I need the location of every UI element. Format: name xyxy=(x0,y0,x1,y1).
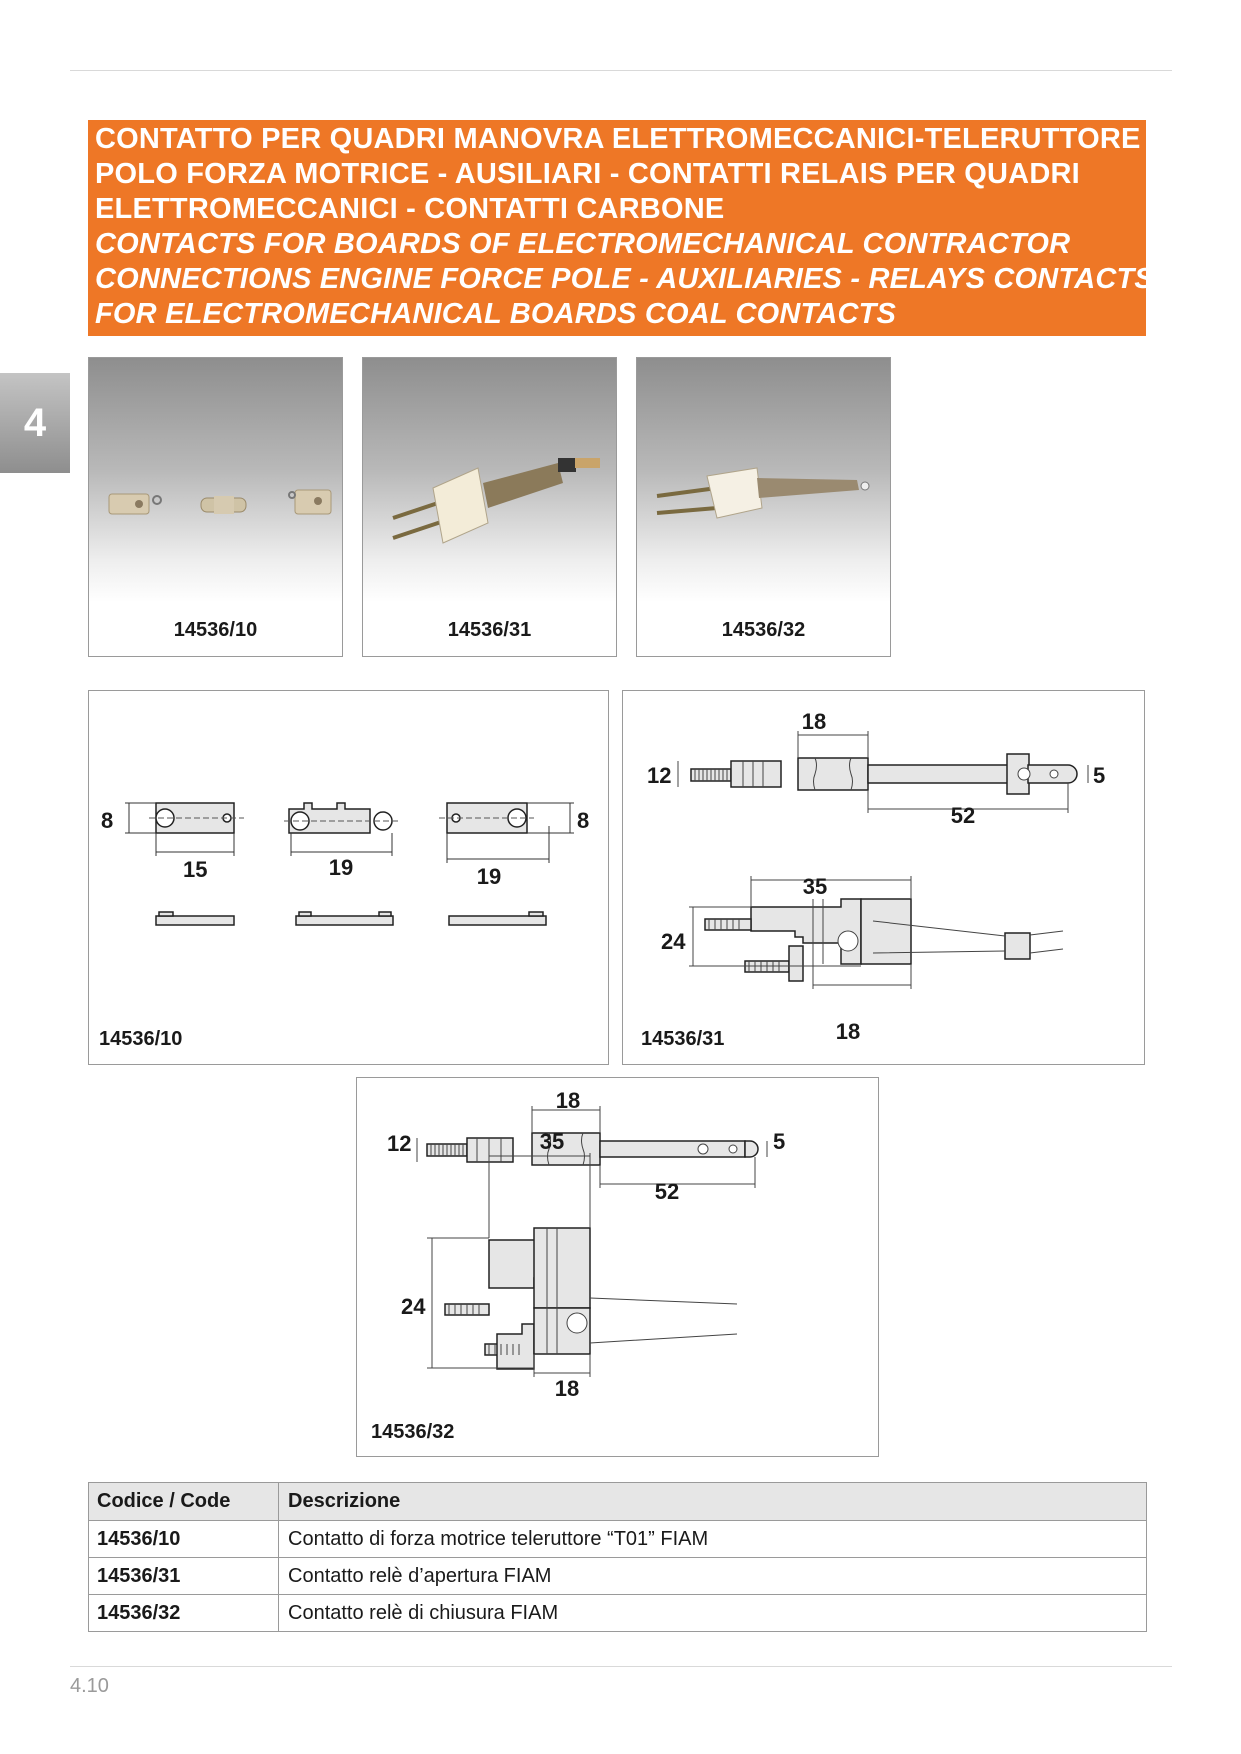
drawing-code: 14536/31 xyxy=(641,1028,725,1050)
drawing-code: 14536/10 xyxy=(99,1028,183,1050)
photo-caption: 14536/32 xyxy=(721,619,806,641)
relay-contact-image xyxy=(363,358,616,656)
dim-width-left: 15 xyxy=(183,857,208,882)
page-number: 4.10 xyxy=(70,1675,109,1697)
product-code: 14536/31 xyxy=(89,1558,279,1594)
dim-height-right: 5 xyxy=(773,1129,786,1154)
product-photo-31 xyxy=(362,357,617,657)
product-code: 14536/32 xyxy=(89,1595,279,1631)
column-header-description: Descrizione xyxy=(288,1490,401,1512)
photo-caption: 14536/31 xyxy=(447,619,532,641)
dim-width-mid: 19 xyxy=(328,855,354,880)
table-row xyxy=(89,1594,1146,1631)
product-table xyxy=(88,1482,1147,1632)
header-line-it-3: ELETTROMECCANICI - CONTATTI CARBONE xyxy=(95,193,725,225)
header-line-en-2: CONNECTIONS ENGINE FORCE POLE - AUXILIARIES - RELAYS CONTACTS xyxy=(95,263,1154,295)
header-line-en-3: FOR ELECTROMECHANICAL BOARDS COAL CONTACTS xyxy=(95,298,897,330)
relay-contact-image xyxy=(637,358,890,656)
dim-length: 52 xyxy=(950,803,976,828)
chapter-tab: 4 xyxy=(0,373,70,473)
dim-height-right: 8 xyxy=(577,808,590,833)
dim-bottom-width: 18 xyxy=(554,1376,580,1401)
dim-length: 52 xyxy=(654,1179,680,1204)
technical-drawing-32 xyxy=(356,1077,879,1457)
technical-drawing-31 xyxy=(622,690,1145,1065)
technical-drawing-10 xyxy=(88,690,609,1065)
product-photo-10 xyxy=(88,357,343,657)
dim-bottom-width: 18 xyxy=(835,1019,861,1044)
dim-height-left: 8 xyxy=(101,808,114,833)
dim-top-width: 18 xyxy=(801,709,827,734)
table-row xyxy=(89,1557,1146,1594)
product-photo-32 xyxy=(636,357,891,657)
bottom-rule xyxy=(70,1666,1172,1667)
table-header-row xyxy=(89,1483,1146,1520)
dim-height-right: 5 xyxy=(1093,763,1106,788)
drawing-code: 14536/32 xyxy=(371,1421,455,1443)
drawing-14536-32 xyxy=(357,1078,878,1456)
product-description: Contatto relè di chiusura FIAM xyxy=(288,1601,559,1624)
top-rule xyxy=(70,70,1172,71)
dim-width-right: 19 xyxy=(476,864,502,889)
header-line-it-1: CONTATTO PER QUADRI MANOVRA ELETTROMECCANICI-TELERUTTORE xyxy=(95,123,1141,155)
photo-caption: 14536/10 xyxy=(173,619,258,641)
dim-top-width: 18 xyxy=(555,1088,581,1113)
dim-height-left: 12 xyxy=(387,1131,412,1156)
section-header xyxy=(88,120,1154,336)
header-line-en-1: CONTACTS FOR BOARDS OF ELECTROMECHANICAL CONTRACTOR xyxy=(95,228,1071,260)
dim-block-height: 24 xyxy=(401,1294,426,1319)
dim-height-left: 12 xyxy=(647,763,672,788)
product-description: Contatto relè d’apertura FIAM xyxy=(288,1564,552,1587)
product-code: 14536/10 xyxy=(89,1521,279,1557)
drawing-14536-31 xyxy=(623,691,1144,1064)
drawing-14536-10 xyxy=(89,691,608,1064)
header-line-it-2: POLO FORZA MOTRICE - AUSILIARI - CONTATTI RELAIS PER QUADRI xyxy=(95,158,1080,190)
dim-block-width: 35 xyxy=(802,874,828,899)
table-row xyxy=(89,1520,1146,1557)
product-description: Contatto di forza motrice teleruttore “T01” FIAM xyxy=(288,1527,709,1550)
contact-pieces-image xyxy=(89,358,342,656)
column-header-code: Codice / Code xyxy=(89,1483,279,1520)
dim-block-height: 24 xyxy=(661,929,686,954)
dim-block-width: 35 xyxy=(539,1129,565,1154)
